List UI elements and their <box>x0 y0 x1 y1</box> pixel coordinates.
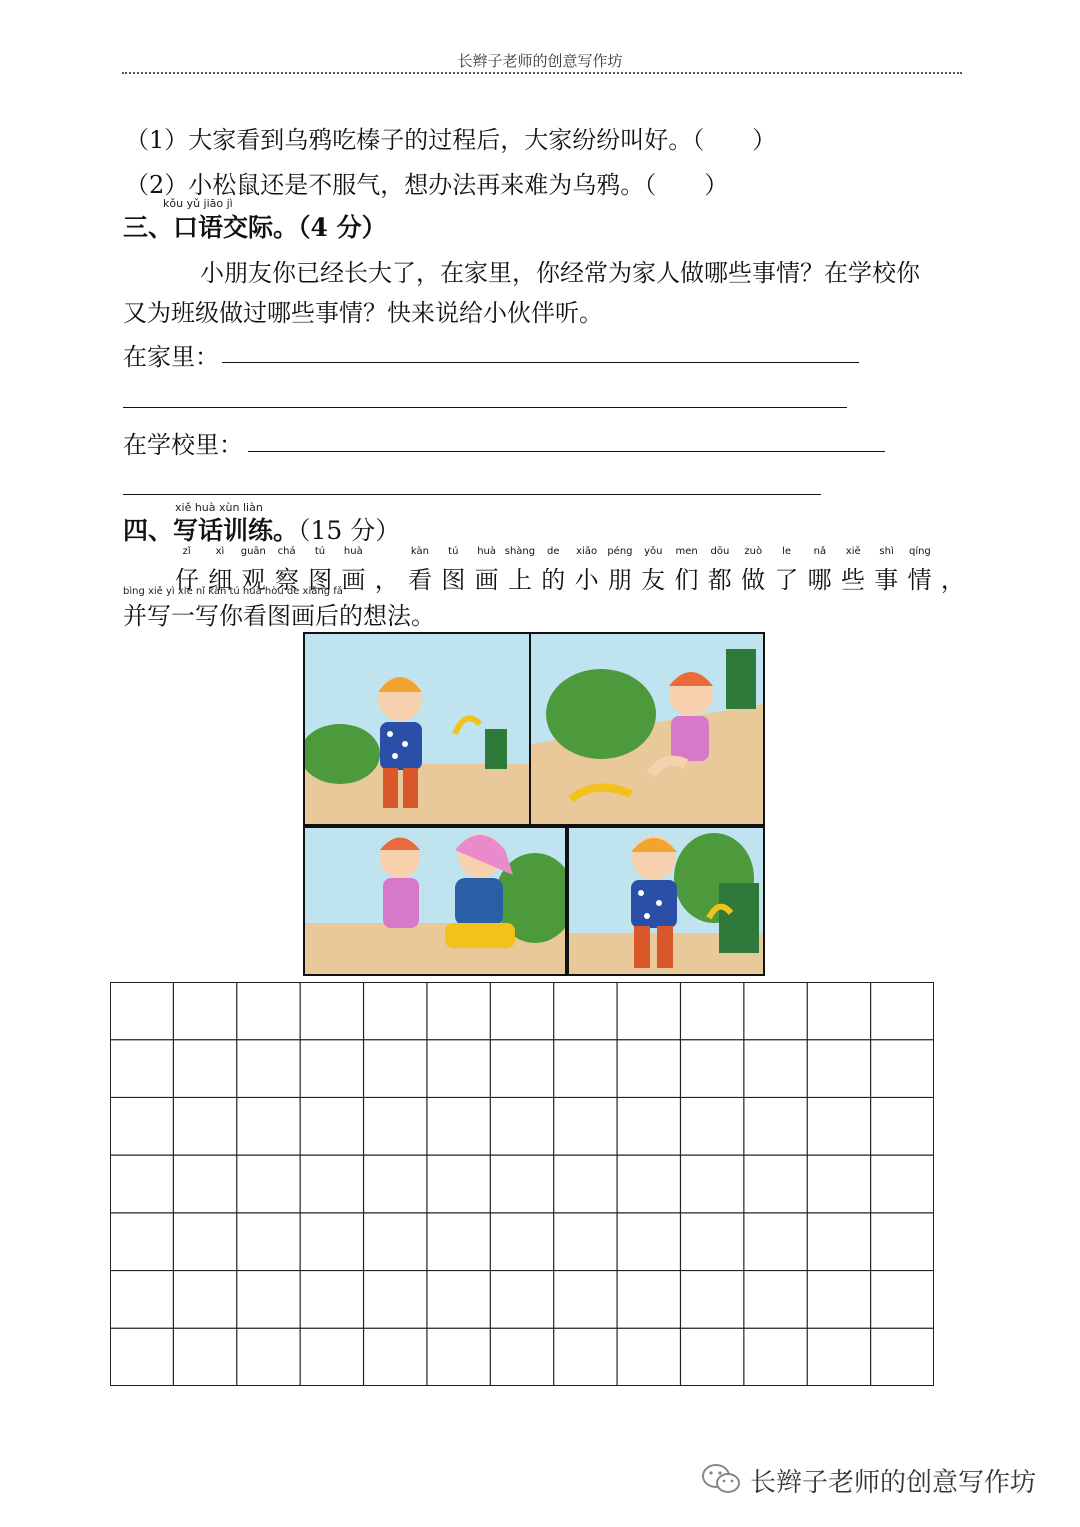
line1-char: ， <box>940 566 965 594</box>
line1-char-pinyin: men <box>675 546 698 557</box>
line1-char-pinyin: huà <box>343 546 363 557</box>
line1-char: 仔 <box>175 566 199 594</box>
line1-char: 的 <box>541 566 566 594</box>
section4-heading-prefix: 四、 <box>123 516 174 545</box>
header-title: 长辫子老师的创意写作坊 <box>457 52 623 70</box>
section4-score: （15 分） <box>298 516 401 545</box>
section3-heading-text: 口语交际。 <box>173 213 299 242</box>
line1-char-pinyin: xì <box>215 546 225 557</box>
question-2: （2）小松鼠还是不服气，想办法再来难为乌鸦。（ ） <box>125 171 729 199</box>
line1-char-pinyin <box>937 546 970 557</box>
line1-char-pinyin: xiē <box>845 546 861 557</box>
watermark-text: 长辫子老师的创意写作坊 <box>750 1468 1037 1498</box>
line1-char-pinyin: zuò <box>744 546 763 557</box>
section3-prompt-line1: 小朋友你已经长大了，在家里，你经常为家人做哪些事情？在学校你 <box>200 259 920 287</box>
section4-line2: 并写一写你看图画后的想法。 <box>123 602 435 630</box>
writing-grid[interactable] <box>110 982 934 1386</box>
line1-char-pinyin: tú <box>314 546 326 557</box>
line1-char: 了 <box>774 566 799 594</box>
line1-char: 图 <box>441 566 466 594</box>
question-1: （1）大家看到乌鸦吃榛子的过程后，大家纷纷叫好。（ ） <box>125 126 777 154</box>
line1-char: 细 <box>208 566 233 594</box>
line1-char: 图 <box>308 566 333 594</box>
home-answer-line-1[interactable] <box>222 362 859 363</box>
line1-char: 友 <box>641 566 666 594</box>
line1-char-pinyin: de <box>547 546 560 557</box>
line1-char-pinyin: le <box>782 546 792 557</box>
writing-grid-lines <box>110 982 934 1386</box>
school-answer-line-2[interactable] <box>123 494 821 495</box>
section3-prompt-line2: 又为班级做过哪些事情？快来说给小伙伴听。 <box>123 299 603 327</box>
line1-char-pinyin: shì <box>879 546 894 557</box>
line1-char: 察 <box>274 566 299 594</box>
line1-char: 画 <box>341 566 366 594</box>
line1-char: 画 <box>474 566 499 594</box>
comic-panel-1 <box>305 634 529 824</box>
line1-char-pinyin: yǒu <box>644 546 663 557</box>
comic-panel-3 <box>305 828 565 974</box>
comic-illustration <box>303 632 765 976</box>
comic-panel-4 <box>569 828 763 974</box>
section3-score: （4 分） <box>298 213 387 242</box>
section4-pinyin: xiě huà xùn liàn <box>175 501 263 514</box>
line1-char: 们 <box>674 566 699 594</box>
line1-char-pinyin: péng <box>607 546 633 557</box>
line1-char: ， <box>374 566 399 594</box>
line1-char: 看 <box>408 566 433 594</box>
line1-char-pinyin: dōu <box>710 546 730 557</box>
line1-char: 事 <box>874 566 899 594</box>
section3-pinyin: kǒu yǔ jiāo jì <box>163 197 233 210</box>
comic-panel-2 <box>531 634 763 824</box>
line1-char: 情 <box>907 566 932 594</box>
line1-char-pinyin: huà <box>477 546 497 557</box>
line1-char-pinyin: xiǎo <box>576 546 598 557</box>
line1-char: 观 <box>241 566 266 594</box>
line1-char-pinyin: qíng <box>908 546 931 557</box>
line1-char: 些 <box>840 566 865 594</box>
line1-char: 做 <box>741 566 766 594</box>
line1-char-pinyin: chá <box>277 546 296 557</box>
line1-char: 小 <box>574 566 599 594</box>
header-rule <box>122 72 962 74</box>
section4-heading <box>123 511 400 547</box>
school-answer-line-1[interactable] <box>248 451 885 452</box>
line1-char: 上 <box>507 566 532 594</box>
line1-char: 哪 <box>807 566 832 594</box>
line1-char-pinyin: nǎ <box>813 546 827 557</box>
line1-char: 朋 <box>607 566 632 594</box>
line1-char-pinyin: zǐ <box>182 546 191 557</box>
school-label: 在学校里： <box>123 431 243 459</box>
section4-line1-pinyin <box>170 546 970 557</box>
home-answer-line-2[interactable] <box>123 407 847 408</box>
line1-char-pinyin: guān <box>240 546 266 557</box>
section3-heading <box>123 208 387 244</box>
line1-char-pinyin: kàn <box>410 546 429 557</box>
line1-char-pinyin: shàng <box>504 546 536 557</box>
line1-char-pinyin: tú <box>448 546 459 557</box>
section3-heading-prefix: 三、 <box>123 213 174 242</box>
home-label: 在家里： <box>123 343 219 371</box>
line1-char: 都 <box>707 566 732 594</box>
section4-heading-text: 写话训练。 <box>173 516 299 545</box>
line1-char-pinyin <box>370 546 403 557</box>
wechat-icon <box>700 1462 744 1496</box>
section4-line2-pinyin: bìng xiě yì xiě nǐ kàn tú huà hòu de xiǎng fǎ <box>123 586 343 597</box>
